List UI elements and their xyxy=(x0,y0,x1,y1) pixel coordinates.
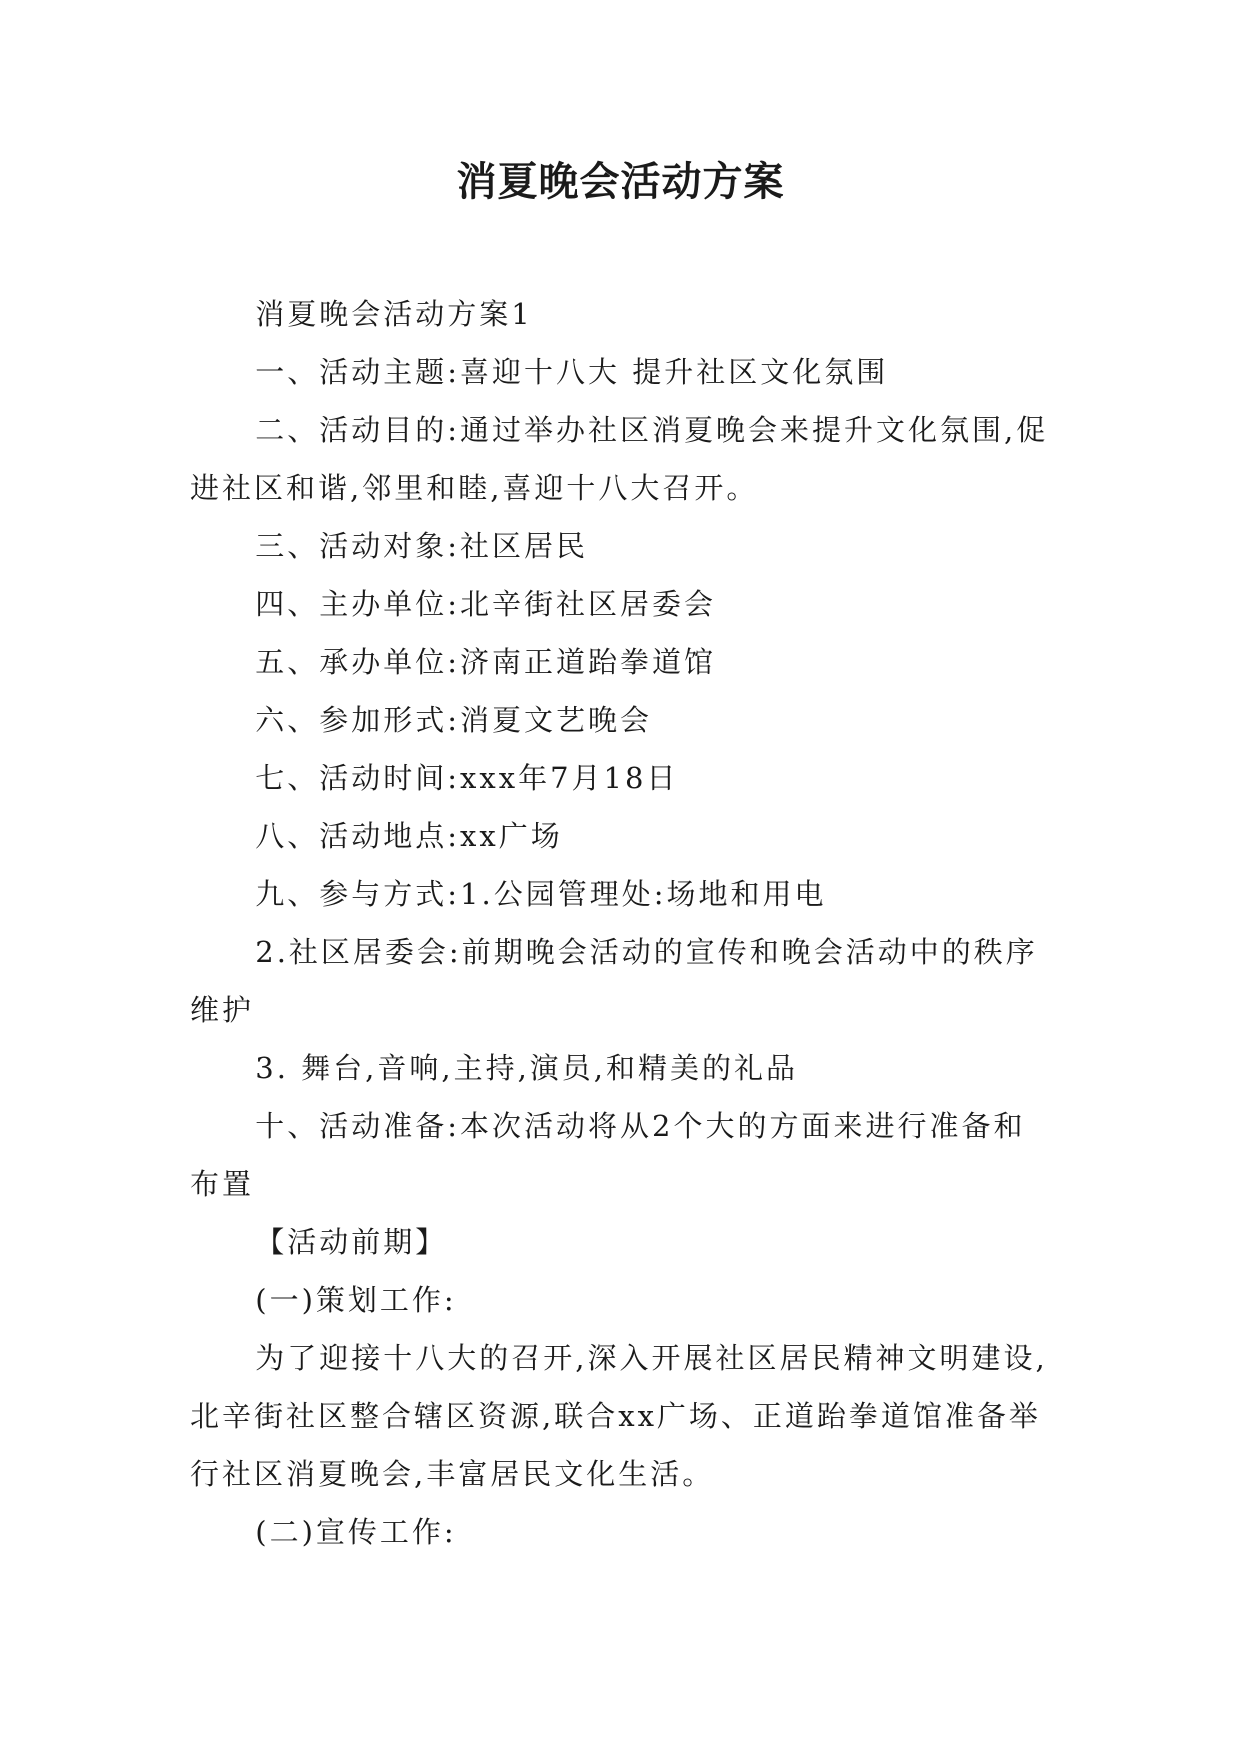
subheading-publicity: (二)宣传工作: xyxy=(255,1515,457,1549)
paragraph-theme: 一、活动主题:喜迎十八大 提升社区文化氛围 xyxy=(255,355,889,389)
paragraph-audience: 三、活动对象:社区居民 xyxy=(255,529,589,563)
document-title: 消夏晚会活动方案 xyxy=(456,158,785,205)
paragraph-purpose: 二、活动目的:通过举办社区消夏晚会来提升文化氛围,促进社区和谐,邻里和睦,喜迎十八大召开。 xyxy=(190,413,1049,505)
section-heading-early-stage: 【活动前期】 xyxy=(255,1225,448,1259)
paragraph-participation-3: 3. 舞台,音响,主持,演员,和精美的礼品 xyxy=(255,1051,799,1085)
paragraph-format: 六、参加形式:消夏文艺晚会 xyxy=(255,703,653,737)
paragraph-co-organizer: 五、承办单位:济南正道跆拳道馆 xyxy=(255,645,717,679)
paragraph-organizer: 四、主办单位:北辛街社区居委会 xyxy=(255,587,717,621)
subheading-planning: (一)策划工作: xyxy=(255,1283,457,1317)
paragraph-time: 七、活动时间:xxx年7月18日 xyxy=(255,761,679,795)
document-body xyxy=(190,285,1056,1561)
paragraph-location: 八、活动地点:xx广场 xyxy=(255,819,563,853)
paragraph-heading-plan-1: 消夏晚会活动方案1 xyxy=(255,297,533,331)
paragraph-participation-1: 九、参与方式:1.公园管理处:场地和用电 xyxy=(255,877,827,911)
paragraph-preparation: 十、活动准备:本次活动将从2个大的方面来进行准备和布置 xyxy=(190,1109,1026,1201)
paragraph-participation-2: 2.社区居委会:前期晚会活动的宣传和晚会活动中的秩序维护 xyxy=(190,935,1038,1027)
paragraph-planning-detail: 为了迎接十八大的召开,深入开展社区居民精神文明建设,北辛街社区整合辖区资源,联合xx广场、正道跆拳道馆准备举行社区消夏晚会,丰富居民文化生活。 xyxy=(190,1341,1048,1491)
